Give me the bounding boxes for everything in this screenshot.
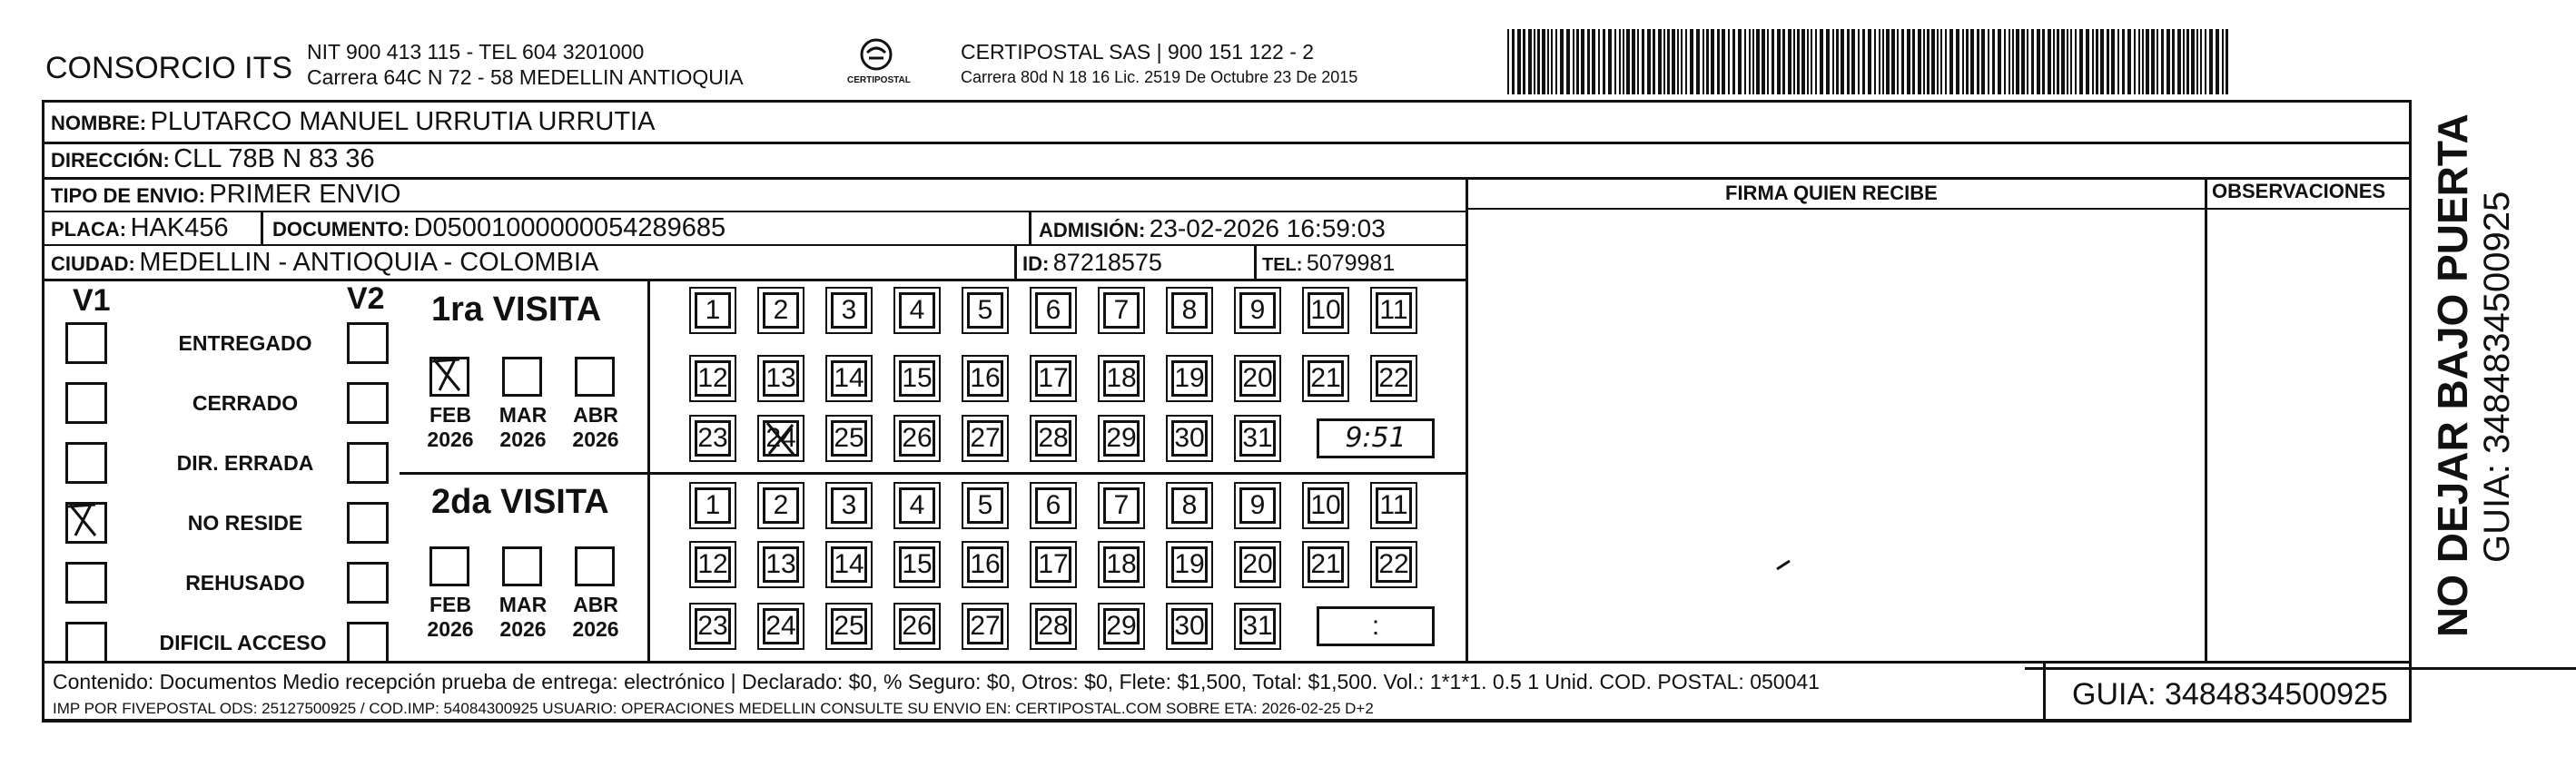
day-box[interactable]: 1: [695, 292, 731, 329]
day-box[interactable]: 2: [763, 487, 799, 524]
day-box[interactable]: 15: [899, 360, 935, 397]
day-box[interactable]: 16: [967, 546, 1003, 583]
barcode-bar: [2031, 29, 2034, 94]
day-box[interactable]: 15: [899, 546, 935, 583]
barcode-bar: [1962, 29, 1964, 94]
day-box[interactable]: 26: [899, 608, 935, 644]
barcode-bar: [1560, 29, 1564, 94]
barcode-bar: [2127, 29, 2131, 94]
barcode-bar: [1703, 29, 1704, 94]
barcode-bar: [2042, 29, 2045, 94]
barcode-bar: [1879, 29, 1880, 94]
barcode-bar: [1782, 29, 1785, 94]
barcode-bar: [2196, 29, 2198, 94]
barcode-bar: [2226, 29, 2228, 94]
day-box[interactable]: 11: [1376, 292, 1412, 329]
day-box[interactable]: 28: [1035, 608, 1071, 644]
footer-content: Contenido: Documentos Medio recepción prueba de entrega: electrónico | Declarado: $0, % Seguro: $0, Otros: $0, Flete: $1,500, Total: $1,500. Vol.: 1*1*1. 0.5 1 Unid. COD. POSTAL: 050041: [53, 670, 1820, 693]
barcode-bar: [1534, 29, 1535, 94]
barcode-bar: [1777, 29, 1781, 94]
month-checkbox[interactable]: [502, 546, 542, 586]
barcode-bar: [2205, 29, 2206, 94]
barcode: [1507, 29, 2234, 94]
day-box[interactable]: 23: [695, 420, 731, 457]
barcode-bar: [1738, 29, 1742, 94]
visit1-title: 1ra VISITA: [431, 290, 602, 329]
day-box[interactable]: 6: [1035, 292, 1071, 329]
day-box[interactable]: 9: [1239, 292, 1276, 329]
id-number: 87218575: [1052, 249, 1162, 276]
day-box[interactable]: 31: [1239, 608, 1276, 644]
barcode-bar: [2027, 29, 2028, 94]
barcode-bar: [1931, 29, 1935, 94]
v2-checkbox[interactable]: [347, 382, 389, 424]
barcode-bar: [1523, 29, 1525, 94]
v2-checkbox[interactable]: [347, 502, 389, 544]
barcode-bar: [1528, 29, 1532, 94]
barcode-bar: [1797, 29, 1800, 94]
city-row: [51, 250, 598, 276]
month-checkbox[interactable]: [429, 357, 469, 397]
day-box[interactable]: 12: [695, 360, 731, 397]
barcode-bar: [1647, 29, 1651, 94]
day-box[interactable]: 20: [1239, 360, 1276, 397]
day-box[interactable]: 8: [1171, 487, 1208, 524]
barcode-bar: [1744, 29, 1746, 94]
barcode-bar: [1681, 29, 1683, 94]
day-box[interactable]: 7: [1103, 487, 1140, 524]
barcode-bar: [2100, 29, 2104, 94]
barcode-bar: [1858, 29, 1860, 94]
v1-checkbox[interactable]: [65, 442, 107, 484]
month-name: MAR: [498, 403, 548, 427]
id-row: [1022, 251, 1162, 275]
barcode-bar: [1772, 29, 1774, 94]
barcode-bar: [1732, 29, 1735, 94]
day-box[interactable]: 5: [967, 487, 1003, 524]
signature-header: FIRMA QUIEN RECIBE: [1725, 182, 1938, 204]
barcode-bar: [2142, 29, 2144, 94]
day-box[interactable]: 6: [1035, 487, 1071, 524]
barcode-bar: [1706, 29, 1709, 94]
company-name: CONSORCIO ITS: [45, 51, 293, 85]
barcode-bar: [1566, 29, 1570, 94]
day-box[interactable]: 30: [1171, 608, 1208, 644]
day-box[interactable]: 10: [1308, 292, 1344, 329]
time-box[interactable]: :: [1317, 606, 1435, 646]
month-checkbox[interactable]: [429, 546, 469, 586]
v2-checkbox[interactable]: [347, 322, 389, 364]
status-label: NO RESIDE: [187, 511, 303, 535]
barcode-bar: [2186, 29, 2189, 94]
barcode-bar: [1862, 29, 1865, 94]
barcode-bar: [1992, 29, 1995, 94]
day-box[interactable]: 3: [831, 487, 867, 524]
barcode-bar: [1956, 29, 1959, 94]
month-year: 2026: [572, 428, 619, 451]
barcode-bar: [1512, 29, 1515, 94]
barcode-bar: [2070, 29, 2072, 94]
barcode-bar: [2037, 29, 2040, 94]
day-box[interactable]: 16: [967, 360, 1003, 397]
status-label: DIFICIL ACCESO: [159, 631, 327, 654]
barcode-bar: [2151, 29, 2155, 94]
barcode-bar: [2096, 29, 2098, 94]
barcode-bar: [1897, 29, 1899, 94]
barcode-bar: [1672, 29, 1675, 94]
barcode-bar: [1851, 29, 1855, 94]
barcode-bar: [1826, 29, 1830, 94]
barcode-bar: [2092, 29, 2094, 94]
day-box[interactable]: 25: [831, 420, 867, 457]
plate: HAK456: [130, 213, 229, 242]
day-box[interactable]: 30: [1171, 420, 1208, 457]
day-box[interactable]: 29: [1103, 608, 1140, 644]
barcode-bar: [2079, 29, 2083, 94]
city: MEDELLIN - ANTIOQUIA - COLOMBIA: [139, 248, 599, 277]
barcode-bar: [1623, 29, 1624, 94]
admission-date: 23-02-2026 16:59:03: [1149, 214, 1386, 242]
barcode-bar: [1722, 29, 1725, 94]
barcode-bar: [1547, 29, 1549, 94]
barcode-bar: [1598, 29, 1600, 94]
barcode-bar: [1711, 29, 1714, 94]
barcode-bar: [2183, 29, 2185, 94]
day-box[interactable]: 21: [1308, 546, 1344, 583]
company-nit: NIT 900 413 115 - TEL 604 3201000: [307, 40, 645, 64]
barcode-bar: [1767, 29, 1769, 94]
barcode-bar: [2117, 29, 2119, 94]
barcode-bar: [2222, 29, 2224, 94]
month-year: 2026: [427, 617, 474, 641]
barcode-bar: [1555, 29, 1557, 94]
shipping-type-label: TIPO DE ENVIO:: [51, 184, 205, 207]
tel-number: 5079981: [1306, 251, 1396, 276]
barcode-bar: [2048, 29, 2051, 94]
day-box[interactable]: 12: [695, 546, 731, 583]
barcode-bar: [1667, 29, 1670, 94]
barcode-bar: [1658, 29, 1662, 94]
day-box[interactable]: 13: [763, 546, 799, 583]
day-box[interactable]: 4: [899, 292, 935, 329]
barcode-bar: [1820, 29, 1823, 94]
barcode-bar: [1949, 29, 1953, 94]
barcode-bar: [1690, 29, 1693, 94]
barcode-bar: [1801, 29, 1805, 94]
day-box[interactable]: 2: [763, 292, 799, 329]
tel-label: TEL:: [1262, 255, 1303, 275]
month-year: 2026: [427, 428, 474, 451]
plate-row: [51, 215, 229, 241]
day-box[interactable]: 22: [1376, 546, 1412, 583]
barcode-bar: [1637, 29, 1639, 94]
barcode-bar: [1832, 29, 1834, 94]
barcode-bar: [2008, 29, 2010, 94]
barcode-bar: [1918, 29, 1921, 94]
shipping-type-row: [51, 182, 400, 208]
barcode-bar: [1573, 29, 1574, 94]
barcode-bar: [1603, 29, 1605, 94]
barcode-bar: [1517, 29, 1521, 94]
footer-guide: GUIA: 3484834500925: [2072, 677, 2388, 712]
day-box[interactable]: 31: [1239, 420, 1276, 457]
month-name: MAR: [498, 593, 548, 616]
address-label: DIRECCIÓN:: [51, 149, 170, 172]
month-name: ABR: [573, 403, 618, 427]
barcode-bar: [2161, 29, 2164, 94]
day-box[interactable]: 19: [1171, 546, 1208, 583]
carrier-nit: CERTIPOSTAL SAS | 900 151 122 - 2: [961, 40, 1315, 64]
observations-header: OBSERVACIONES: [2212, 180, 2386, 202]
barcode-bar: [2157, 29, 2158, 94]
day-box[interactable]: 8: [1171, 292, 1208, 329]
day-box[interactable]: 21: [1308, 360, 1344, 397]
day-box[interactable]: 22: [1376, 360, 1412, 397]
barcode-bar: [1901, 29, 1904, 94]
v1-checkbox[interactable]: [65, 322, 107, 364]
barcode-bar: [2004, 29, 2006, 94]
side-guide: GUIA: 3484834500925: [2477, 191, 2517, 563]
day-box[interactable]: 28: [1035, 420, 1071, 457]
barcode-bar: [1626, 29, 1630, 94]
barcode-bar: [2209, 29, 2213, 94]
barcode-bar: [1815, 29, 1817, 94]
barcode-bar: [2061, 29, 2065, 94]
month-year: 2026: [499, 617, 547, 641]
barcode-bar: [1807, 29, 1809, 94]
month-checkbox[interactable]: [575, 546, 615, 586]
month-checkbox[interactable]: [575, 357, 615, 397]
barcode-bar: [2134, 29, 2136, 94]
barcode-bar: [2057, 29, 2059, 94]
barcode-bar: [1642, 29, 1644, 94]
barcode-bar: [1762, 29, 1765, 94]
barcode-bar: [1912, 29, 1915, 94]
barcode-bar: [1581, 29, 1584, 94]
barcode-bar: [1663, 29, 1665, 94]
name-label: NOMBRE:: [51, 112, 147, 134]
barcode-bar: [1937, 29, 1939, 94]
barcode-bar: [1756, 29, 1760, 94]
barcode-bar: [1970, 29, 1974, 94]
barcode-bar: [1542, 29, 1545, 94]
barcode-bar: [1507, 29, 1509, 94]
barcode-bar: [1619, 29, 1621, 94]
barcode-bar: [1614, 29, 1616, 94]
barcode-bar: [2216, 29, 2219, 94]
barcode-bar: [1608, 29, 1612, 94]
barcode-bar: [2191, 29, 2195, 94]
barcode-bar: [1907, 29, 1910, 94]
shipping-type: PRIMER ENVIO: [209, 180, 401, 209]
barcode-bar: [2021, 29, 2025, 94]
day-box[interactable]: 5: [967, 292, 1003, 329]
barcode-bar: [1728, 29, 1730, 94]
status-label: ENTREGADO: [178, 331, 312, 355]
day-box[interactable]: 19: [1171, 360, 1208, 397]
barcode-bar: [1874, 29, 1876, 94]
admission-label: ADMISIÓN:: [1039, 219, 1146, 241]
day-box[interactable]: 11: [1376, 487, 1412, 524]
month-year: 2026: [572, 617, 619, 641]
barcode-bar: [2086, 29, 2089, 94]
barcode-bar: [1793, 29, 1795, 94]
plate-label: PLACA:: [51, 218, 127, 241]
time-box[interactable]: 9:51: [1317, 418, 1435, 458]
barcode-bar: [2177, 29, 2181, 94]
barcode-bar: [2146, 29, 2149, 94]
recipient-address: CLL 78B N 83 36: [173, 144, 375, 173]
barcode-bar: [1868, 29, 1871, 94]
day-box[interactable]: 13: [763, 360, 799, 397]
barcode-bar: [1940, 29, 1942, 94]
day-box[interactable]: 9: [1239, 487, 1276, 524]
day-box[interactable]: 27: [967, 420, 1003, 457]
barcode-bar: [1945, 29, 1947, 94]
barcode-bar: [2111, 29, 2115, 94]
day-box[interactable]: 1: [695, 487, 731, 524]
barcode-bar: [2200, 29, 2202, 94]
carrier-address: Carrera 80d N 18 16 Lic. 2519 De Octubre 23 De 2015: [961, 68, 1358, 86]
day-box[interactable]: 23: [695, 608, 731, 644]
footer-print-info: IMP POR FIVEPOSTAL ODS: 25127500925 / COD.IMP: 54084300925 USUARIO: OPERACIONES MEDELLIN CONSULTE SU ENVIO EN: CERTIPOSTAL.COM SOBRE ETA: 2026-02-25 D+2: [53, 700, 1374, 717]
barcode-bar: [2012, 29, 2014, 94]
month-checkbox[interactable]: [502, 357, 542, 397]
month-year: 2026: [499, 428, 547, 451]
barcode-bar: [2166, 29, 2170, 94]
day-box[interactable]: 4: [899, 487, 935, 524]
day-box[interactable]: 27: [967, 608, 1003, 644]
barcode-bar: [2067, 29, 2068, 94]
day-box[interactable]: 14: [831, 546, 867, 583]
day-box[interactable]: 18: [1103, 546, 1140, 583]
month-name: FEB: [429, 593, 471, 616]
barcode-bar: [1998, 29, 2001, 94]
day-box[interactable]: 26: [899, 420, 935, 457]
status-label: REHUSADO: [185, 571, 305, 595]
barcode-bar: [1988, 29, 1989, 94]
day-box[interactable]: 7: [1103, 292, 1140, 329]
barcode-bar: [1551, 29, 1553, 94]
barcode-bar: [2107, 29, 2109, 94]
barcode-bar: [1653, 29, 1655, 94]
barcode-bar: [1576, 29, 1579, 94]
barcode-bar: [1811, 29, 1812, 94]
document-row: [272, 215, 725, 241]
v1-checkbox[interactable]: [65, 502, 107, 544]
v2-checkbox[interactable]: [347, 562, 389, 604]
visit2-title: 2da VISITA: [431, 483, 609, 521]
barcode-bar: [1977, 29, 1979, 94]
barcode-bar: [1587, 29, 1590, 94]
barcode-bar: [2138, 29, 2140, 94]
v2-checkbox[interactable]: [347, 442, 389, 484]
barcode-bar: [1677, 29, 1679, 94]
day-box[interactable]: 29: [1103, 420, 1140, 457]
barcode-bar: [2016, 29, 2019, 94]
day-box[interactable]: 14: [831, 360, 867, 397]
recipient-name: PLUTARCO MANUEL URRUTIA URRUTIA: [150, 107, 656, 136]
barcode-bar: [1537, 29, 1540, 94]
barcode-bar: [2122, 29, 2125, 94]
barcode-bar: [1847, 29, 1850, 94]
status-label: DIR. ERRADA: [176, 451, 314, 475]
status-label: CERRADO: [192, 391, 299, 415]
barcode-bar: [1717, 29, 1720, 94]
day-box[interactable]: 24: [763, 420, 799, 457]
city-label: CIUDAD:: [51, 252, 135, 275]
barcode-bar: [1685, 29, 1687, 94]
barcode-bar: [1632, 29, 1635, 94]
logo-text: CERTIPOSTAL: [847, 75, 911, 85]
company-address: Carrera 64C N 72 - 58 MEDELLIN ANTIOQUIA: [307, 65, 744, 89]
tel-row: [1262, 252, 1395, 275]
barcode-bar: [1592, 29, 1595, 94]
address-row: [51, 146, 375, 172]
barcode-bar: [2075, 29, 2077, 94]
day-box[interactable]: 3: [831, 292, 867, 329]
admission-row: [1039, 216, 1386, 241]
month-name: ABR: [573, 593, 618, 616]
day-box[interactable]: 18: [1103, 360, 1140, 397]
barcode-bar: [1752, 29, 1754, 94]
day-box[interactable]: 24: [763, 608, 799, 644]
certipostal-logo: [831, 36, 922, 93]
barcode-bar: [1886, 29, 1890, 94]
signature-scribble: [1775, 558, 1793, 575]
barcode-bar: [1788, 29, 1791, 94]
id-label: ID:: [1022, 252, 1050, 275]
barcode-bar: [1923, 29, 1925, 94]
v1-checkbox[interactable]: [65, 382, 107, 424]
barcode-bar: [2053, 29, 2055, 94]
side-warning: NO DEJAR BAJO PUERTA: [2429, 113, 2476, 637]
month-name: FEB: [429, 403, 471, 427]
barcode-bar: [1836, 29, 1839, 94]
barcode-bar: [1696, 29, 1700, 94]
document-number: D05001000000054289685: [413, 213, 726, 242]
document-label: DOCUMENTO:: [272, 218, 410, 241]
v2-label: V2: [347, 281, 385, 316]
v1-checkbox[interactable]: [65, 562, 107, 604]
v2-checkbox[interactable]: [347, 622, 389, 664]
barcode-bar: [1981, 29, 1985, 94]
day-box[interactable]: 10: [1308, 487, 1344, 524]
day-box[interactable]: 20: [1239, 546, 1276, 583]
barcode-bar: [1841, 29, 1844, 94]
barcode-bar: [1927, 29, 1930, 94]
day-box[interactable]: 17: [1035, 360, 1071, 397]
v1-checkbox[interactable]: [65, 622, 107, 664]
barcode-bar: [2172, 29, 2175, 94]
barcode-bar: [1749, 29, 1751, 94]
day-box[interactable]: 25: [831, 608, 867, 644]
barcode-bar: [1891, 29, 1895, 94]
v1-label: V1: [73, 283, 111, 318]
barcode-bar: [1966, 29, 1969, 94]
day-box[interactable]: 17: [1035, 546, 1071, 583]
barcode-bar: [1882, 29, 1884, 94]
name-row: [51, 109, 655, 135]
